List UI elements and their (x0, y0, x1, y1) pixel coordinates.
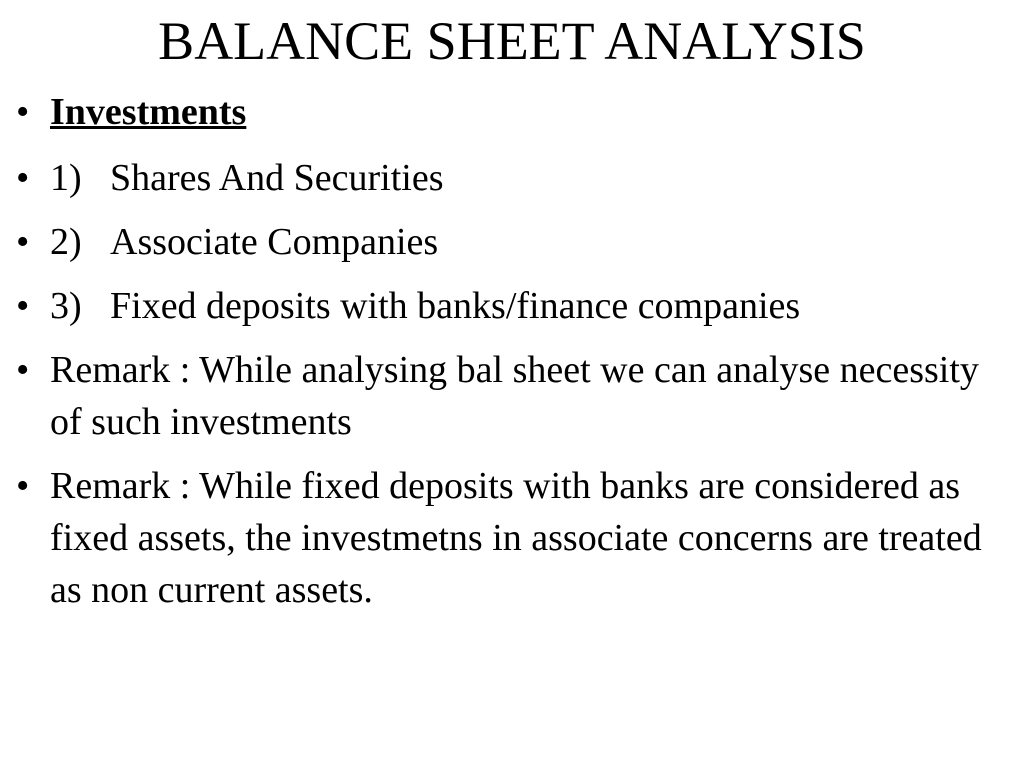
item-number: 2) (50, 221, 82, 263)
slide-title: BALANCE SHEET ANALYSIS (158, 11, 866, 71)
item-number: 1) (50, 157, 82, 199)
item-number: 3) (50, 285, 82, 327)
bullet-item-remark-1 (16, 344, 1006, 448)
investments-heading: Investments (50, 91, 247, 133)
remark-text: Remark : While analysing bal sheet we can analyse necessity of such investments (50, 349, 979, 443)
bullet-icon: • (16, 157, 30, 199)
bullet-item-investments (16, 86, 1006, 138)
bullet-list (16, 86, 1006, 628)
bullet-icon: • (16, 285, 30, 327)
item-text: Associate Companies (110, 221, 439, 263)
bullet-icon: • (16, 465, 30, 507)
item-text: Fixed deposits with banks/finance companies (110, 285, 801, 327)
bullet-item-fixed-deposits (16, 280, 1006, 332)
bullet-item-associates (16, 216, 1006, 268)
bullet-icon: • (16, 349, 30, 391)
bullet-item-shares (16, 152, 1006, 204)
bullet-item-remark-2 (16, 460, 1006, 616)
bullet-icon: • (16, 221, 30, 263)
remark-text: Remark : While fixed deposits with banks are considered as fixed assets, the investmetns in associate concerns are treated as non current assets. (50, 465, 982, 611)
bullet-icon: • (16, 91, 30, 133)
item-text: Shares And Securities (110, 157, 444, 199)
